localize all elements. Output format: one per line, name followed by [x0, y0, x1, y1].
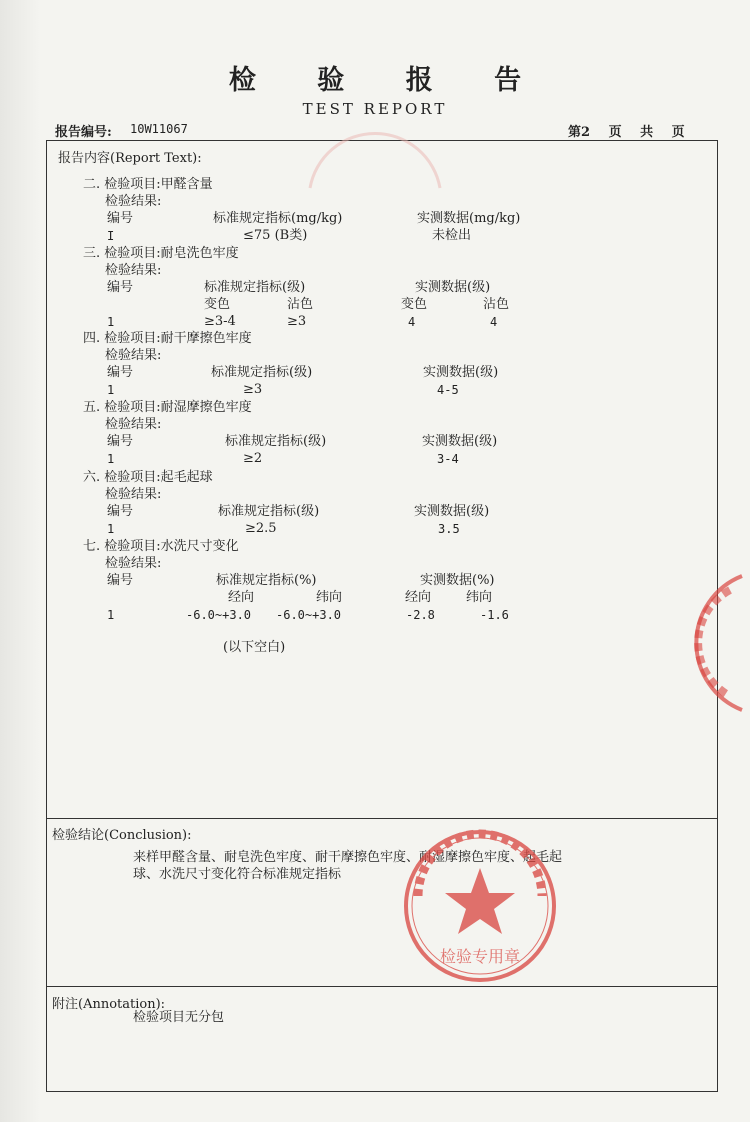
annotation-text: 检验项目无分包	[133, 1010, 225, 1025]
row-no: 1	[107, 383, 115, 397]
header-no: 编号	[107, 365, 134, 380]
sub-header: 变色	[401, 297, 428, 312]
row-no: 1	[107, 452, 115, 466]
sub-header: 经向	[405, 590, 432, 605]
result-label: 检验结果:	[105, 263, 162, 278]
header-standard: 标准规定指标(mg/kg)	[213, 211, 343, 226]
sub-header: 沾色	[483, 297, 510, 312]
row-standard: ≥2	[243, 451, 263, 466]
result-label: 检验结果:	[105, 556, 162, 571]
header-measured: 实测数据(mg/kg)	[417, 211, 521, 226]
annotation-label: 附注(Annotation):	[52, 997, 166, 1012]
result-label: 检验结果:	[105, 194, 162, 209]
conclusion-line-1: 来样甲醛含量、耐皂洗色牢度、耐干摩擦色牢度、耐湿摩擦色牢度、起毛起	[133, 850, 563, 865]
row-standard: ≤75 (B类)	[243, 228, 308, 243]
row-value: -6.0~+3.0	[276, 608, 342, 622]
section-title: 七. 检验项目:水洗尺寸变化	[83, 539, 239, 554]
result-label: 检验结果:	[105, 417, 162, 432]
content-label: 报告内容(Report Text):	[58, 151, 202, 166]
report-no: 10W11067	[130, 122, 188, 136]
header-standard: 标准规定指标(%)	[216, 573, 317, 588]
section-title: 二. 检验项目:甲醛含量	[83, 177, 213, 192]
header-no: 编号	[107, 434, 134, 449]
header-standard: 标准规定指标(级)	[225, 434, 327, 449]
conclusion-label: 检验结论(Conclusion):	[52, 828, 192, 843]
page-info: 第2 页 共 页	[568, 125, 685, 140]
row-value: -2.8	[406, 608, 435, 622]
row-value: 4	[490, 315, 498, 329]
scan-shadow	[0, 0, 40, 1122]
report-frame	[46, 140, 718, 1092]
seal-caption: 检验专用章	[439, 947, 521, 966]
divider-conclusion	[46, 818, 718, 819]
row-no: 1	[107, 608, 115, 622]
row-value: 4	[408, 315, 416, 329]
conclusion-line-2: 球、水洗尺寸变化符合标准规定指标	[133, 867, 342, 882]
header-standard: 标准规定指标(级)	[211, 365, 313, 380]
header-measured: 实测数据(级)	[423, 365, 499, 380]
row-measured: 3.5	[438, 522, 460, 536]
section-title: 六. 检验项目:起毛起球	[83, 470, 213, 485]
section-title: 三. 检验项目:耐皂洗色牢度	[83, 246, 239, 261]
result-label: 检验结果:	[105, 348, 162, 363]
report-title-en: TEST REPORT	[302, 100, 448, 118]
report-title-zh: 检 验 报 告	[228, 65, 548, 96]
sub-header: 纬向	[316, 590, 343, 605]
header-measured: 实测数据(%)	[420, 573, 495, 588]
sub-header: 经向	[228, 590, 255, 605]
report-no-label: 报告编号:	[55, 125, 112, 140]
watermark-seal-icon	[300, 128, 450, 198]
sub-header: 变色	[204, 297, 231, 312]
section-title: 五. 检验项目:耐湿摩擦色牢度	[83, 400, 252, 415]
header-measured: 实测数据(级)	[415, 280, 491, 295]
header-standard: 标准规定指标(级)	[204, 280, 306, 295]
row-value: ≥3-4	[204, 314, 236, 329]
section-title: 四. 检验项目:耐干摩擦色牢度	[83, 331, 252, 346]
header-standard: 标准规定指标(级)	[218, 504, 320, 519]
header-measured: 实测数据(级)	[422, 434, 498, 449]
row-measured: 未检出	[432, 228, 472, 243]
result-label: 检验结果:	[105, 487, 162, 502]
row-value: ≥3	[287, 314, 307, 329]
header-no: 编号	[107, 211, 134, 226]
sub-header: 纬向	[466, 590, 493, 605]
partial-seal-icon	[652, 568, 750, 718]
row-measured: 3-4	[437, 452, 459, 466]
header-no: 编号	[107, 504, 134, 519]
header-measured: 实测数据(级)	[414, 504, 490, 519]
blank-note: (以下空白)	[223, 640, 286, 655]
divider-annotation	[46, 986, 718, 987]
inspection-seal-icon	[398, 826, 563, 986]
row-standard: ≥2.5	[245, 521, 277, 536]
row-value: -1.6	[480, 608, 509, 622]
row-standard: ≥3	[243, 382, 263, 397]
row-no: 1	[107, 315, 115, 329]
row-no: I	[107, 229, 115, 243]
row-no: 1	[107, 522, 115, 536]
sub-header: 沾色	[287, 297, 314, 312]
row-measured: 4-5	[437, 383, 459, 397]
header-no: 编号	[107, 573, 134, 588]
row-value: -6.0~+3.0	[186, 608, 252, 622]
header-no: 编号	[107, 280, 134, 295]
